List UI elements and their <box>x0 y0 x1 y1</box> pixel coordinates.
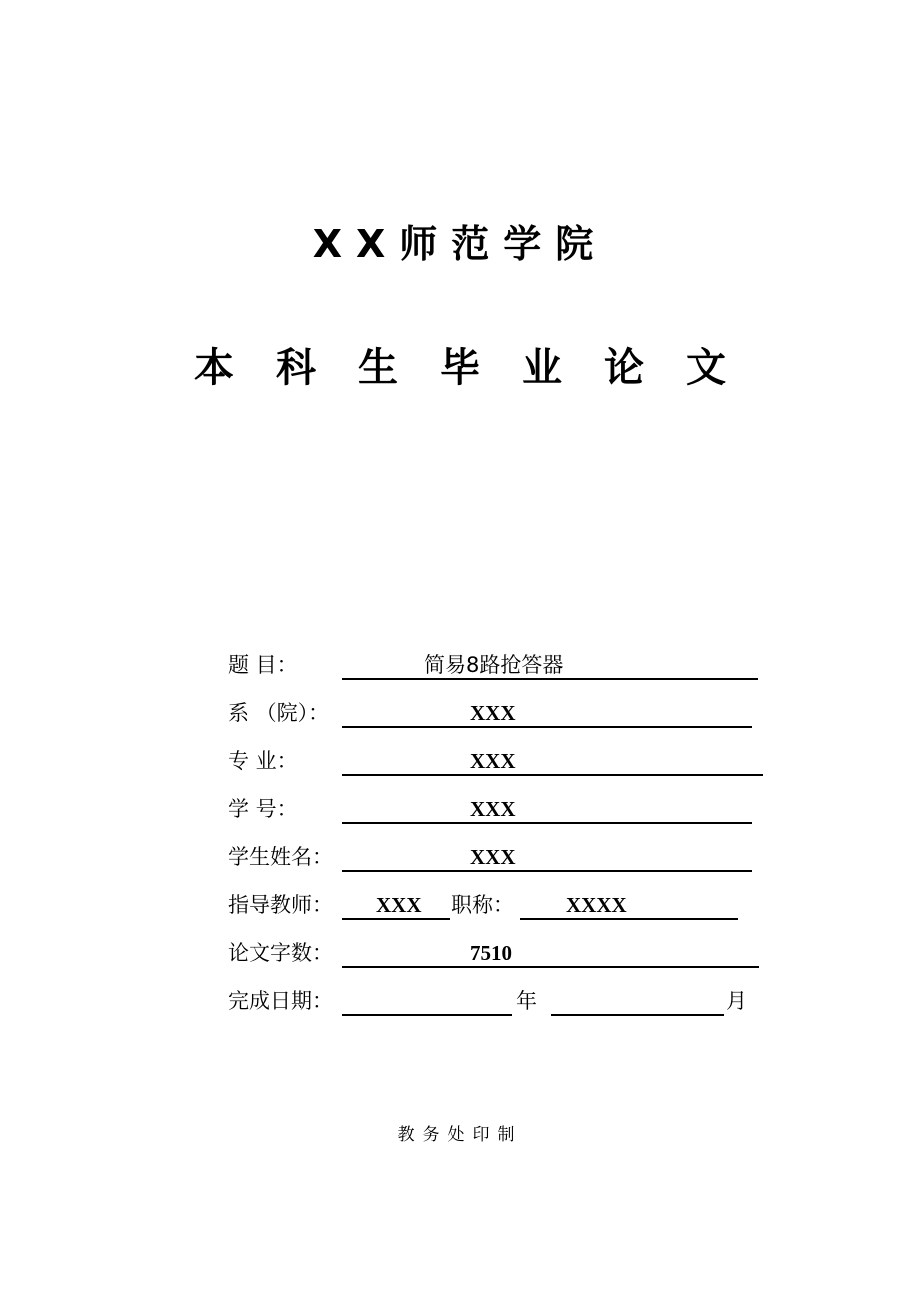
word-count-value: 7510 <box>470 941 512 965</box>
major-label: 专 业： <box>228 749 298 773</box>
month-label: 月 <box>726 989 747 1013</box>
thesis-type-title: 本科生毕业论文 <box>194 345 768 391</box>
major-value: XXX <box>470 749 516 773</box>
completion-date-label: 完成日期： <box>228 989 333 1013</box>
rank-label: 职称： <box>451 893 514 917</box>
year-underline <box>342 984 512 1016</box>
title-value: 简易8路抢答器 <box>424 653 564 677</box>
year-label: 年 <box>516 989 537 1013</box>
department-label: 系 （院）： <box>228 701 330 725</box>
month-underline <box>551 984 724 1016</box>
student-name-value: XXX <box>470 845 516 869</box>
school-name: XX师范学院 <box>312 222 608 266</box>
student-name-label: 学生姓名： <box>228 845 333 869</box>
advisor-value: XXX <box>376 893 422 917</box>
rank-underline <box>520 888 738 920</box>
department-value: XXX <box>470 701 516 725</box>
printed-by-footer: 教务处印制 <box>397 1125 523 1145</box>
word-count-label: 论文字数： <box>228 941 333 965</box>
word-count-underline <box>342 936 759 968</box>
student-id-label: 学 号： <box>228 797 298 821</box>
major-underline <box>342 744 763 776</box>
title-label: 题 目： <box>228 653 298 677</box>
student-id-value: XXX <box>470 797 516 821</box>
advisor-label: 指导教师： <box>228 893 333 917</box>
student-name-underline <box>342 840 752 872</box>
department-underline <box>342 696 752 728</box>
rank-value: XXXX <box>566 893 627 917</box>
student-id-underline <box>342 792 752 824</box>
